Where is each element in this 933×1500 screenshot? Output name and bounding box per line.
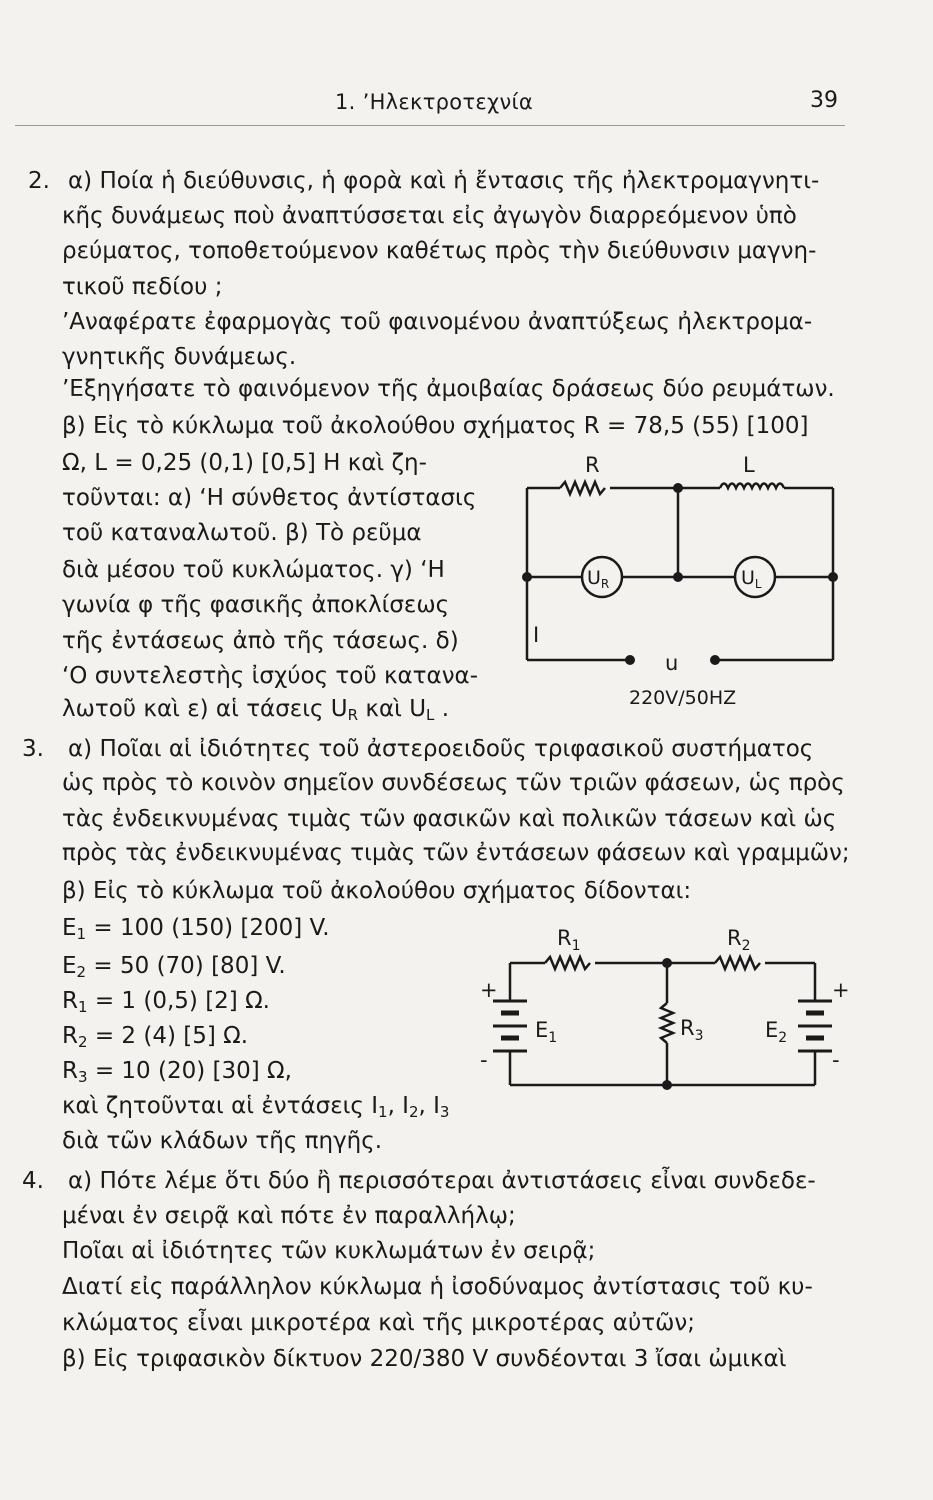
circuit1-label-r: R: [585, 453, 600, 477]
circuit2-label-e1: $E_1$: [535, 1018, 558, 1046]
q2-line: τῆς ἐντάσεως ἀπὸ τῆς τάσεως. δ): [62, 628, 459, 654]
q3-line: α) Ποῖαι αἱ ἰδιότητες τοῦ ἀστεροειδοῦς τριφασικοῦ συστήματος: [68, 736, 814, 762]
page-number: 39: [810, 88, 838, 113]
q2-line: κῆς δυνάμεως ποὺ ἀναπτύσσεται εἰς ἀγωγὸν διαρρεόμενον ὑπὸ: [62, 203, 797, 229]
meter-ur-label: $U_R$: [587, 567, 610, 591]
circuit1-label-l: L: [743, 453, 755, 477]
q2-line: β) Εἰς τὸ κύκλωμα τοῦ ἀκολούθου σχήματος R = 78,5 (55) [100]: [62, 413, 809, 439]
q2-line: τικοῦ πεδίου ;: [62, 274, 223, 300]
q2-line: τοῦ καταναλωτοῦ. β) Τὸ ρεῦμα: [62, 520, 422, 546]
battery-e2-symbol: [798, 1001, 832, 1051]
circuit2-label-r3: $R_3$: [680, 1016, 704, 1044]
running-header: 1. ’Ηλεκτροτεχνία: [335, 90, 534, 114]
question-2-number: 2.: [28, 168, 50, 194]
q2-line: ‘Ο συντελεστὴς ἰσχύος τοῦ κατανα-: [62, 663, 478, 689]
q4-line: κλώματος εἶναι μικροτέρα καὶ τῆς μικροτέρας αὐτῶν;: [62, 1310, 695, 1336]
battery-e1-symbol: [493, 1001, 527, 1051]
meter-ul-label: $U_L$: [741, 567, 762, 591]
circuit2-label-e2: $E_2$: [765, 1018, 788, 1046]
q2-line: διὰ μέσου τοῦ κυκλώματος. γ) ‘Η: [62, 557, 445, 583]
q3-line: ὡς πρὸς τὸ κοινὸν σημεῖον συνδέσεως τῶν τριῶν φάσεων, ὡς πρὸς: [62, 770, 845, 796]
q2-line: Ω, L = 0,25 (0,1) [0,5] Η καὶ ζη-: [62, 450, 427, 476]
resistor-r1-symbol: [545, 957, 590, 969]
q4-line: Διατί εἰς παράλληλον κύκλωμα ἡ ἰσοδύναμος ἀντίστασις τοῦ κυ-: [62, 1274, 813, 1300]
q3-line: διὰ τῶν κλάδων τῆς πηγῆς.: [62, 1128, 383, 1154]
q2-line: α) Ποία ἡ διεύθυνσις, ἡ φορὰ καὶ ἡ ἔντασις τῆς ἠλεκτρομαγνητι-: [68, 168, 820, 194]
circuit-two-sources-diagram: [475, 915, 850, 1095]
q3-value-r3: $R_3 = 10$ (20) [30] Ω,: [62, 1058, 292, 1086]
q3-line: τὰς ἐνδεικνυμένας τιμὰς τῶν φασικῶν καὶ πολικῶν τάσεων καὶ ὡς: [62, 806, 837, 832]
q2-line: ’Αναφέρατε ἐφαρμογὰς τοῦ φαινομένου ἀναπτύξεως ἠλεκτρομα-: [62, 309, 813, 335]
q4-line: μέναι ἐν σειρᾷ καὶ πότε ἐν παραλλήλῳ;: [62, 1203, 516, 1229]
q2-last-line: λωτοῦ καὶ ε) αἱ τάσεις $U_R$ καὶ $U_L$ .: [62, 696, 450, 724]
resistor-r3-symbol: [661, 1003, 673, 1043]
q3-line: β) Εἰς τὸ κύκλωμα τοῦ ἀκολούθου σχήματος δίδονται:: [62, 878, 692, 904]
q3-value-r1: $R_1 = 1$ (0,5) [2] Ω.: [62, 988, 270, 1016]
q2-line: γωνία φ τῆς φασικῆς ἀποκλίσεως: [62, 592, 450, 618]
q3-line: πρὸς τὰς ἐνδεικνυμένας τιμὰς τῶν ἐντάσεων φάσεων καὶ γραμμῶν;: [62, 840, 850, 866]
circuit-rl-diagram: [515, 450, 845, 715]
e1-plus-label: +: [480, 978, 498, 1002]
q2-line: γνητικῆς δυνάμεως.: [62, 344, 297, 370]
q2-line: ρεύματος, τοποθετούμενον καθέτως πρὸς τὴν διεύθυνσιν μαγνη-: [62, 238, 817, 264]
q4-line: Ποῖαι αἱ ἰδιότητες τῶν κυκλωμάτων ἐν σειρᾷ;: [62, 1238, 596, 1264]
e2-plus-label: +: [832, 978, 850, 1002]
circuit2-label-r1: $R_1$: [557, 926, 581, 954]
q3-value-r2: $R_2 = 2$ (4) [5] Ω.: [62, 1023, 249, 1051]
circuit1-label-u: u: [665, 651, 679, 675]
q4-line: α) Πότε λέμε ὅτι δύο ἢ περισσότεραι ἀντιστάσεις εἶναι συνδεδε-: [68, 1168, 816, 1194]
q2-line: τοῦνται: α) ‘Η σύνθετος ἀντίστασις: [62, 485, 477, 511]
question-4-number: 4.: [22, 1168, 44, 1194]
resistor-r-symbol: [560, 482, 605, 494]
q3-value-e2: $E_2 = 50$ (70) [80] V.: [62, 953, 286, 981]
q3-value-e1: $E_1 = 100$ (150) [200] V.: [62, 915, 330, 943]
q2-line: ’Εξηγήσατε τὸ φαινόμενον τῆς ἀμοιβαίας δράσεως δύο ρευμάτων.: [62, 376, 835, 402]
circuit1-supply: 220V/50HZ: [629, 687, 737, 709]
circuit1-label-i: I: [533, 623, 540, 647]
e2-minus-label: -: [832, 1048, 840, 1072]
q3-asked-currents: καὶ ζητοῦνται αἱ ἐντάσεις $I_1$, $I_2$, $I_3$: [62, 1093, 450, 1121]
header-rule: [15, 125, 845, 126]
inductor-l-symbol: [720, 484, 784, 489]
e1-minus-label: -: [480, 1048, 488, 1072]
question-3-number: 3.: [22, 736, 44, 762]
q4-line: β) Εἰς τριφασικὸν δίκτυον 220/380 V συνδέονται 3 ἴσαι ὠμικαὶ: [62, 1346, 787, 1372]
circuit2-label-r2: $R_2$: [727, 926, 751, 954]
resistor-r2-symbol: [715, 957, 760, 969]
